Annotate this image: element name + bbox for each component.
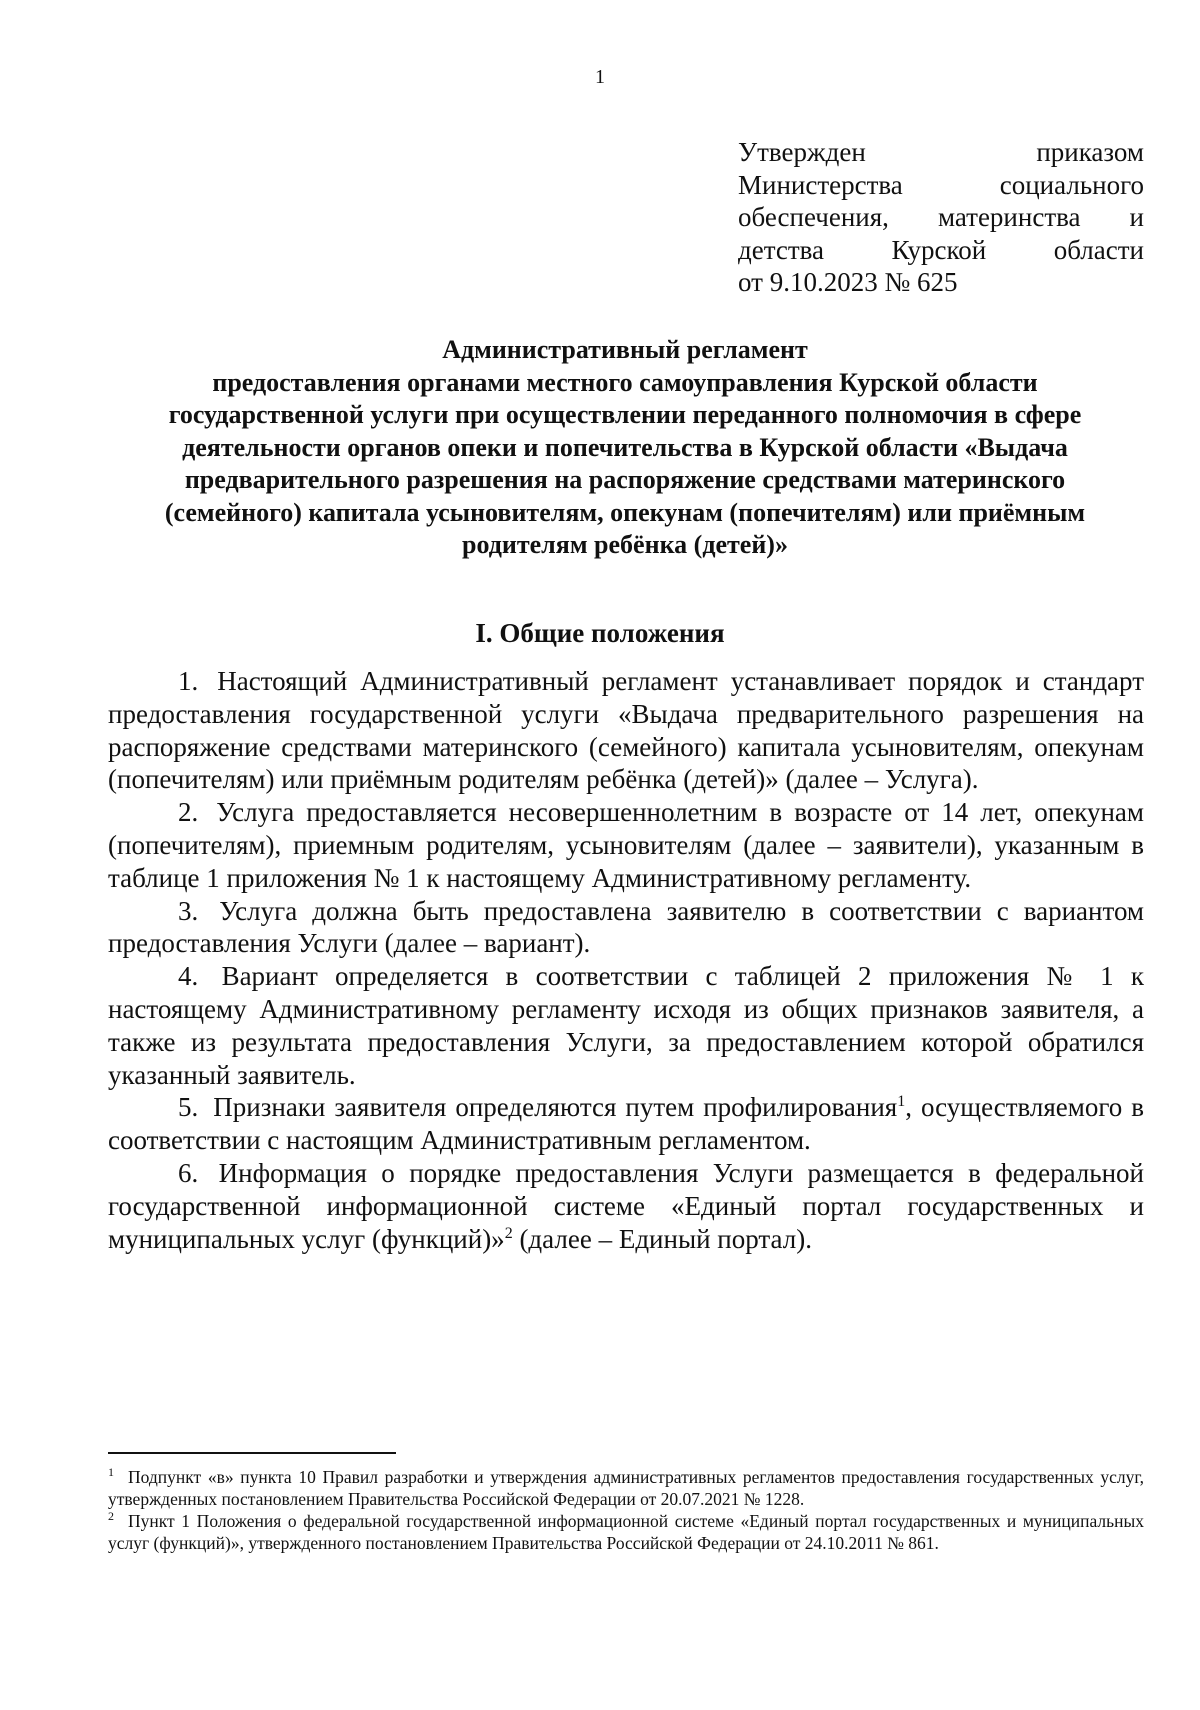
approval-line: Утвержден приказом (738, 137, 1144, 167)
approval-line: Министерства социального (738, 169, 1144, 200)
paragraph-text: Услуга предоставляется несовершеннолетним в возрасте от 14 лет, опекунам (попечителям), приемным родителям, усыновителям (далее – заявители), указанным в таблице 1 приложения № 1 к настоящему Административному регламенту. (108, 797, 1144, 893)
paragraph-number: 6. (178, 1157, 199, 1188)
footnote-separator (108, 1452, 396, 1454)
paragraph-number: 3. (178, 895, 199, 926)
paragraph-text: Вариант определяется в соответствии с таблицей 2 приложения № 1 к настоящему Административному регламенту исходя из общих признаков заявителя, а также из результата предоставления Услуги, за предоставлением которой обратился указанный заявитель. (108, 961, 1144, 1090)
approval-stamp-block (738, 136, 1144, 299)
paragraph-6 (108, 1157, 1144, 1255)
paragraph-4 (108, 960, 1144, 1091)
footnote-mark: 2 (108, 1509, 114, 1524)
footnote-text: Подпункт «в» пункта 10 Правил разработки и утверждения административных регламентов предоставления государственных услуг, утвержденных постановлением Правительства Российской Федерации от 20.07.2021 № 1228. (108, 1467, 1144, 1509)
paragraph-number: 5. (178, 1092, 199, 1123)
document-title (110, 334, 1140, 562)
paragraph-1 (108, 665, 1144, 796)
paragraph-3 (108, 895, 1144, 961)
approval-line: от 9.10.2023 № 625 (738, 267, 958, 297)
title-line: деятельности органов опеки и попечительства в Курской области «Выдача (182, 432, 1068, 462)
footnote-2 (108, 1510, 1144, 1554)
body-text (108, 665, 1144, 1255)
footnote-reference: 2 (504, 1224, 513, 1242)
paragraph-number: 2. (178, 797, 199, 828)
title-line: государственной услуги при осуществлении переданного полномочия в сфере (168, 400, 1082, 429)
approval-line: обеспечения, материнства и (738, 202, 1144, 232)
footnote-text: Пункт 1 Положения о федеральной государственной информационной системе «Единый портал государственных и муниципальных услуг (функций)», утвержденного постановлением Правительства Российской Федерации от 24.10.2011 № 861. (108, 1511, 1144, 1553)
paragraph-text-continued: , осуществляемого в соответствии с настоящим Административным регламентом. (108, 1092, 1145, 1156)
paragraph-text: Информация о порядке предоставления Услуги размещается в федеральной государственной информационной системе «Единый портал государственных и муниципальных услуг (функций)» (108, 1157, 1144, 1254)
title-line: предварительного разрешения на распоряжение средствами материнского (184, 465, 1066, 494)
title-line: Административный регламент (442, 335, 808, 364)
paragraph-5 (108, 1091, 1144, 1157)
paragraph-text-continued: (далее – Единый портал). (512, 1223, 812, 1254)
paragraph-number: 4. (178, 961, 199, 992)
footnotes (108, 1466, 1144, 1554)
title-line: родителям ребёнка (детей)» (462, 530, 788, 559)
paragraph-2 (108, 796, 1144, 894)
paragraph-text: Признаки заявителя определяются путем профилирования (213, 1092, 898, 1123)
approval-line: детства Курской области (738, 234, 1144, 265)
footnote-mark: 1 (108, 1465, 114, 1480)
paragraph-text: Настоящий Административный регламент устанавливает порядок и стандарт предоставления государственной услуги «Выдача предварительного разрешения на распоряжение средствами материнского (семейного) капитала усыновителям, опекунам (попечителям) или приёмным родителям ребёнка (детей)» (далее – Услуга). (108, 666, 1144, 795)
footnote-reference: 1 (897, 1093, 906, 1111)
footnote-1 (108, 1466, 1144, 1510)
title-line: предоставления органами местного самоуправления Курской области (212, 367, 1038, 397)
paragraph-number: 1. (178, 666, 199, 696)
title-line: (семейного) капитала усыновителям, опекунам (попечителям) или приёмным (164, 497, 1086, 527)
page-number: 1 (595, 66, 605, 88)
paragraph-text: Услуга должна быть предоставлена заявителю в соответствии с вариантом предоставления Услуги (далее – вариант). (108, 895, 1145, 959)
section-heading: I. Общие положения (475, 618, 725, 648)
